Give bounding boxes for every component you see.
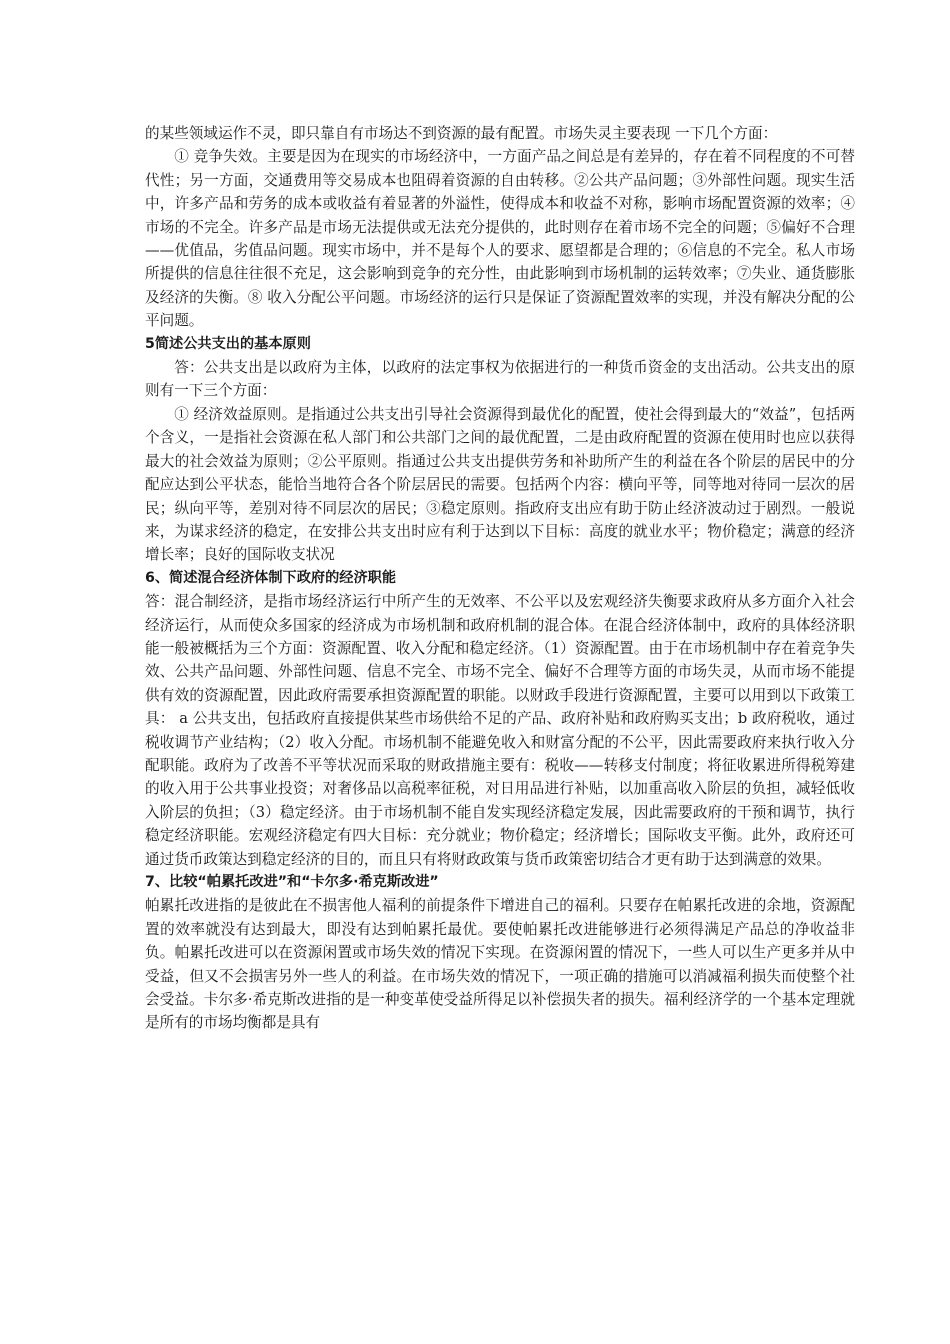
heading-question-6: 6、简述混合经济体制下政府的经济职能 [145, 569, 397, 586]
paragraph-answer-5-principles: ① 经济效益原则。是指通过公共支出引导社会资源得到最优化的配置，使社会得到最大的“效益”，包括两个含义，一是指社会资源在私人部门和公共部门之间的最优配置，二是由政府配置的资源在使用时也应以获得最大的社会效益为原则；②公平原则。指通过公共支出提供劳务和补助所产生的利益在各个阶层的居民中的分配应达到公平状态，能恰当地符合各个阶层居民的需要。包括两个内容：横向平等，同等地对待同一层次的居民；纵向平等，差别对待不同层次的居民；③稳定原则。指政府支出应有助于防止经济波动过于剧烈。一般说来，为谋求经济的稳定，在安排公共支出时应有利于达到以下目标：高度的就业水平；物价稳定；满意的经济增长率；良好的国际收支状况 [145, 405, 855, 564]
paragraph-answer-7: 帕累托改进指的是彼此在不损害他人福利的前提条件下增进自己的福利。只要存在帕累托改进的余地，资源配置的效率就没有达到最大，即没有达到帕累托最优。要使帕累托改进能够进行必须得满足产品总的净收益非负。帕累托改进可以在资源闲置或市场失效的情况下实现。在资源闲置的情况下，一些人可以生产更多并从中受益，但又不会损害另外一些人的利益。在市场失效的情况下，一项正确的措施可以消减福利损失而使整个社会受益。卡尔多·希克斯改进指的是一种变革使受益所得足以补偿损失者的损失。福利经济学的一个基本定理就是所有的市场均衡都是具有 [145, 897, 855, 1032]
paragraph-market-failure-intro: 的某些领域运作不灵，即只靠自有市场达不到资源的最有配置。市场失灵主要表现 一下几个方面： [145, 125, 778, 142]
heading-question-5: 5简述公共支出的基本原则 [145, 335, 311, 352]
document-page [145, 122, 855, 1035]
paragraph-answer-6: 答：混合制经济，是指市场经济运行中所产生的无效率、不公平以及宏观经济失衡要求政府从多方面介入社会经济运行，从而使众多国家的经济成为市场机制和政府机制的混合体。在混合经济体制中，政府的具体经济职能一般被概括为三个方面：资源配置、收入分配和稳定经济。（1）资源配置。由于在市场机制中存在着竞争失效、公共产品问题、外部性问题、信息不完全、市场不完全、偏好不合理等方面的市场失灵，从而市场不能提供有效的资源配置，因此政府需要承担资源配置的职能。以财政手段进行资源配置，主要可以用到以下政策工具： a 公共支出，包括政府直接提供某些市场供给不足的产品、政府补贴和政府购买支出；b 政府税收，通过税收调节产业结构；（2）收入分配。市场机制不能避免收入和财富分配的不公平，因此需要政府来执行收入分配职能。政府为了改善不平等状况而采取的财政措施主要有：税收——转移支付制度；将征收累进所得税筹建的收入用于公共事业投资；对奢侈品以高税率征税，对日用品进行补贴，以加重高收入阶层的负担，减轻低收入阶层的负担；（3）稳定经济。由于市场机制不能自发实现经济稳定发展，因此需要政府的干预和调节，执行稳定经济职能。宏观经济稳定有四大目标：充分就业；物价稳定；经济增长；国际收支平衡。此外，政府还可通过货币政策达到稳定经济的目的，而且只有将财政政策与货币政策密切结合才更有助于达到满意的效果。 [145, 593, 855, 868]
paragraph-answer-5-intro: 答：公共支出是以政府为主体，以政府的法定事权为依据进行的一种货币资金的支出活动。公共支出的原则有一下三个方面： [145, 359, 855, 400]
paragraph-market-failure-list: ① 竞争失效。主要是因为在现实的市场经济中，一方面产品之间总是有差异的，存在着不同程度的不可替代性；另一方面，交通费用等交易成本也阻碍着资源的自由转移。②公共产品问题；③外部性问题。现实生活中，许多产品和劳务的成本或收益有着显著的外溢性，使得成本和收益不对称，影响市场配置资源的效率；④市场的不完全。许多产品是市场无法提供或无法充分提供的，此时则存在着市场不完全的问题；⑤偏好不合理——优值品，劣值品问题。现实市场中，并不是每个人的要求、愿望都是合理的；⑥信息的不完全。私人市场所提供的信息往往很不充足，这会影响到竞争的充分性，由此影响到市场机制的运转效率；⑦失业、通货膨胀及经济的失衡。⑧ 收入分配公平问题。市场经济的运行只是保证了资源配置效率的实现，并没有解决分配的公平问题。 [145, 148, 855, 330]
heading-question-7: 7、比较“帕累托改进”和“卡尔多·希克斯改进” [145, 874, 439, 890]
